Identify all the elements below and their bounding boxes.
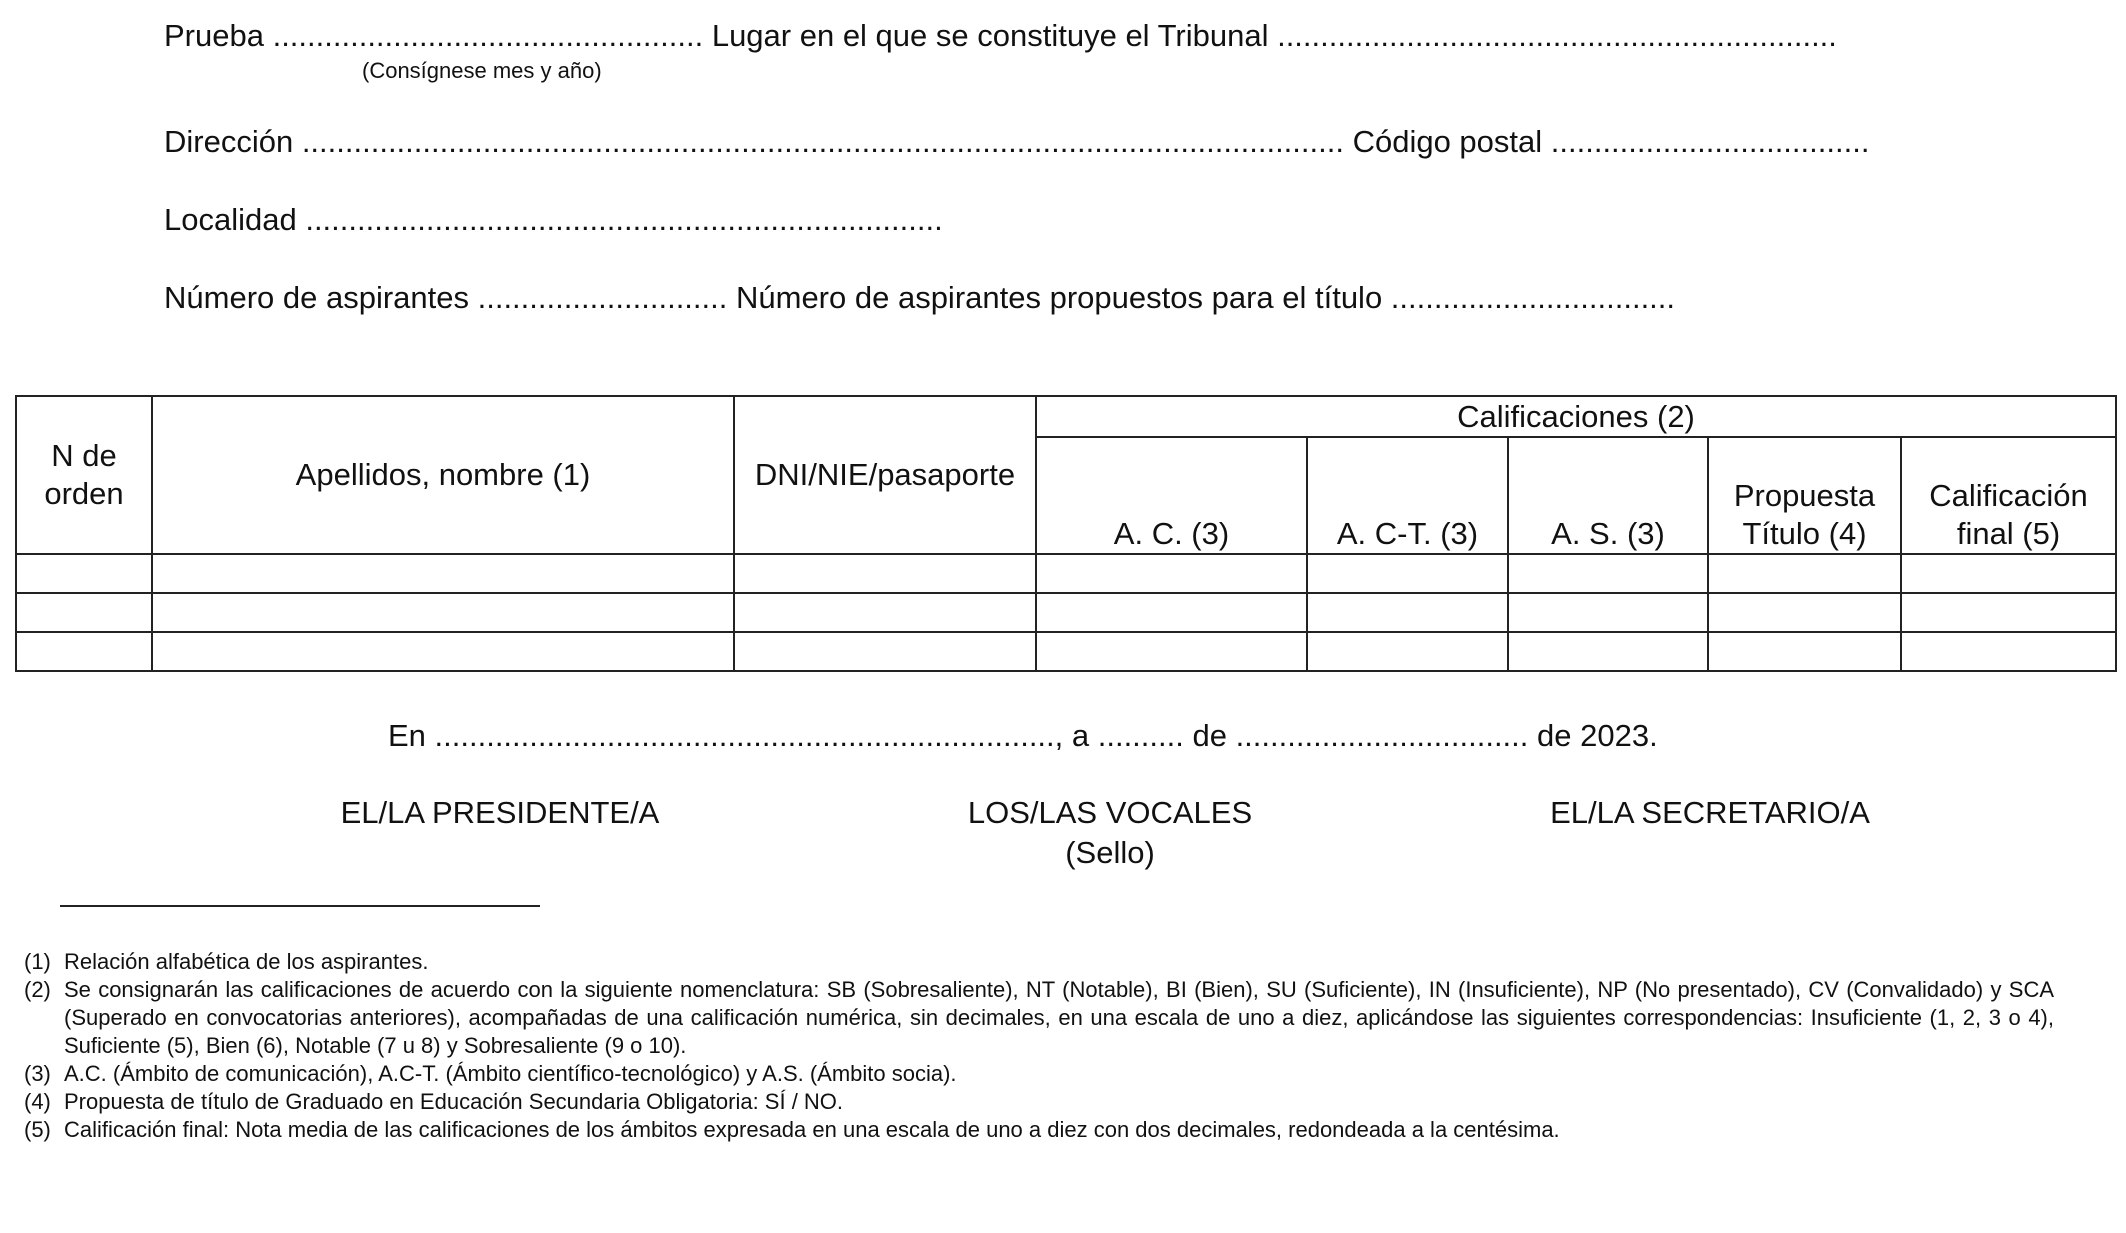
footnote-3 [24, 1060, 2054, 1088]
footnote-2 [24, 976, 2054, 1060]
table-cell [152, 632, 734, 671]
table-row [16, 554, 2116, 593]
table-cell [734, 632, 1036, 671]
table-cell [1508, 554, 1708, 593]
footnote-number: (5) [24, 1117, 51, 1142]
table-cell [1307, 593, 1508, 632]
table-cell [1901, 632, 2116, 671]
footnote-text: Relación alfabética de los aspirantes. [64, 949, 429, 974]
table-cell [16, 554, 152, 593]
table-cell [1307, 554, 1508, 593]
footnote-text: Se consignarán las calificaciones de acuerdo con la siguiente nomenclatura: SB (Sobresaliente), NT (Notable), BI (Bien), SU (Suficiente), IN (Insuficiente), NP (No presentado), CV (Convalidado) y SCA (Superado en convocatorias anteriores), acompañadas de una calificación numérica, sin decimales, en una escala de uno a diez, aplicándose las siguientes correspondencias: Insuficiente (1, 2, 3 o 4), Suficiente (5), Bien (6), Notable (7 u 8) y Sobresaliente (9 o 10). [64, 977, 2054, 1058]
field-localidad: Localidad .......................................................................... [164, 202, 943, 237]
table-cell [1307, 632, 1508, 671]
table-cell [1036, 554, 1307, 593]
col-header-dni: DNI/NIE/pasaporte [734, 396, 1036, 554]
footnote-number: (3) [24, 1061, 51, 1086]
field-prueba-lugar: Prueba .................................................. Lugar en el que se constituye el Tribunal ................................................................. [164, 18, 1837, 53]
footnote-text: Calificación final: Nota media de las calificaciones de los ámbitos expresada en una escala de uno a diez con dos decimales, redondeada a la centésima. [64, 1117, 1560, 1142]
table-cell [1708, 632, 1901, 671]
footnote-1 [24, 948, 2054, 976]
col-header-ac: A. C. (3) [1036, 437, 1307, 554]
table-row [16, 593, 2116, 632]
footnote-text: A.C. (Ámbito de comunicación), A.C-T. (Ámbito científico-tecnológico) y A.S. (Ámbito socia). [64, 1061, 957, 1086]
col-header-final: Calificación final (5) [1901, 437, 2116, 554]
field-numero-aspirantes: Número de aspirantes ............................. Número de aspirantes propuestos para el título ................................. [164, 280, 1676, 315]
signature-secretario: EL/LA SECRETARIO/A [1550, 795, 1870, 830]
table-cell [1901, 554, 2116, 593]
table-cell [1708, 593, 1901, 632]
table-cell [1036, 593, 1307, 632]
footnote-separator [60, 905, 540, 907]
footnote-4 [24, 1088, 2054, 1116]
field-direccion-cp: Dirección ......................................................................................................................... Código postal ..................................... [164, 124, 1870, 159]
footnote-number: (2) [24, 977, 51, 1002]
table-row [16, 632, 2116, 671]
footnote-number: (1) [24, 949, 51, 974]
col-group-calificaciones: Calificaciones (2) [1036, 396, 2116, 437]
table-cell [1708, 554, 1901, 593]
signature-presidente: EL/LA PRESIDENTE/A [340, 795, 660, 830]
col-header-orden: N de orden [16, 396, 152, 554]
table-cell [734, 593, 1036, 632]
table-cell [734, 554, 1036, 593]
table-cell [152, 593, 734, 632]
col-header-as: A. S. (3) [1508, 437, 1708, 554]
col-header-act: A. C-T. (3) [1307, 437, 1508, 554]
table-cell [16, 593, 152, 632]
date-line: En ........................................................................, a .......... de .................................. de 2023. [388, 718, 1658, 753]
table-cell [1901, 593, 2116, 632]
table-cell [16, 632, 152, 671]
signature-sello: (Sello) [1065, 835, 1155, 870]
col-header-apellidos: Apellidos, nombre (1) [152, 396, 734, 554]
table-cell [152, 554, 734, 593]
calificaciones-table [15, 395, 2117, 672]
signature-vocales: LOS/LAS VOCALES [967, 795, 1253, 830]
field-prueba-hint: (Consígnese mes y año) [362, 58, 602, 83]
table-cell [1036, 632, 1307, 671]
footnote-5 [24, 1116, 2054, 1144]
footnote-text: Propuesta de título de Graduado en Educación Secundaria Obligatoria: SÍ / NO. [64, 1089, 844, 1114]
col-header-propuesta: Propuesta Título (4) [1708, 437, 1901, 554]
table-cell [1508, 593, 1708, 632]
table-cell [1508, 632, 1708, 671]
footnote-number: (4) [24, 1089, 51, 1114]
footnotes [24, 948, 2054, 1144]
